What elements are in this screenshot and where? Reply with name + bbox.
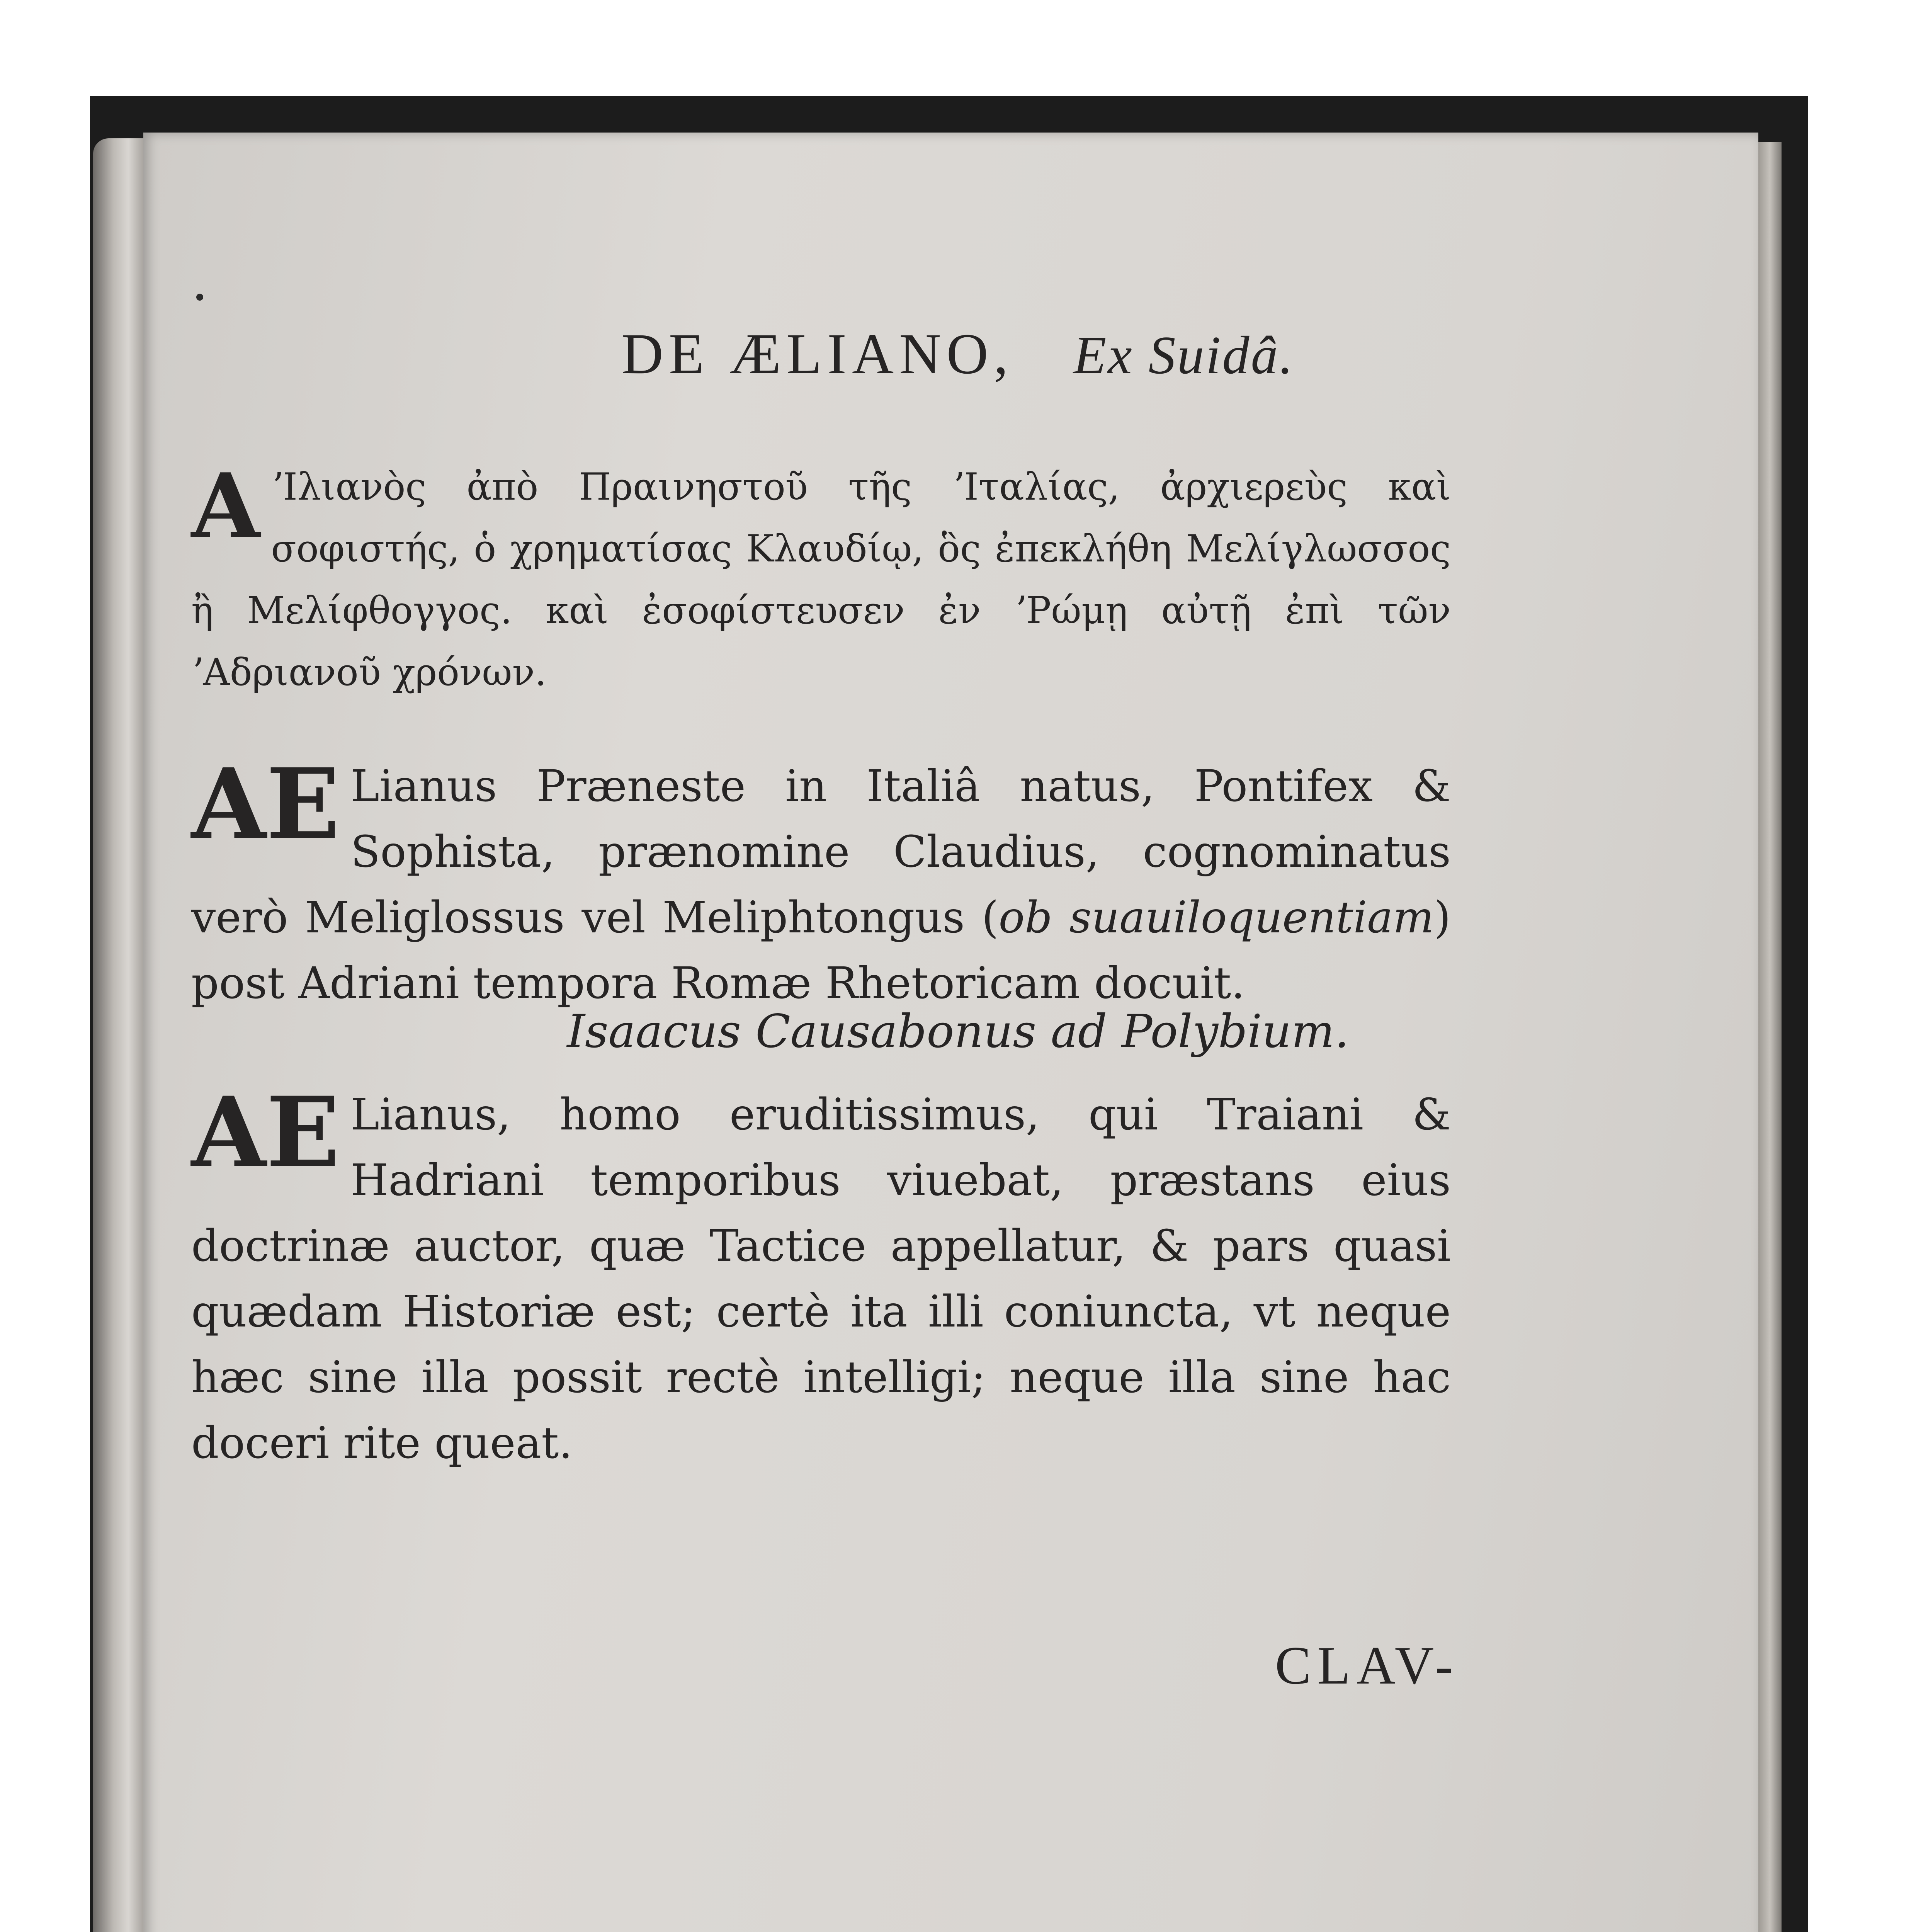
catchword: CLAV- [1275, 1636, 1459, 1696]
greek-paragraph [191, 456, 1451, 703]
ink-dot [196, 294, 203, 301]
latin1-text-b: ) post Adriani tempora Romæ Rhetoricam docuit. [191, 893, 1451, 1009]
latin2-text: Lianus, homo eruditissimus, qui Traiani & Hadriani temporibus viuebat, præstans eius doctrinæ auctor, quæ Tactice appellatur, & pars quasi quædam Historiæ est; certè ita illi coniuncta, vt neque hæc sine illa possit rectè intelligi; neque illa sine hac doceri rite queat. [191, 1090, 1451, 1468]
drop-cap: AE [191, 1075, 340, 1189]
drop-cap: A [191, 454, 260, 558]
subheading: Isaacus Causabonus ad Polybium. [567, 1005, 1349, 1058]
drop-cap: AE [191, 747, 340, 861]
latin1-text-a: Lianus Præneste in Italiâ natus, Pontifex & Sophista, prænomine Claudius, cognominatus verò Meliglossus vel Meliphtongus ( [191, 761, 1451, 943]
title-main: DE ÆLIANO, [621, 322, 1014, 386]
latin-paragraph-1 [191, 747, 1451, 1016]
latin-paragraph-2 [191, 1075, 1451, 1476]
greek-text: ʼΙλιανὸς ἀπὸ Πραινηστοῦ τῆς ʼΙταλίας, ἀρχιερεὺς καὶ σοφιστής, ὁ χρηματίσας Κλαυδίῳ, ὃς ἐπεκλήθη Μελίγλωσσος ἢ Μελίφθογγος. καὶ ἐσοφίστευσεν ἐν ʼΡώμῃ αὐτῇ ἐπὶ τῶν ʼΑδριανοῦ χρόνων. [191, 465, 1451, 694]
title-source: Ex Suidâ. [1073, 325, 1295, 385]
latin1-italic: ob suauiloquentiam [998, 893, 1434, 943]
page-title [0, 321, 1916, 387]
